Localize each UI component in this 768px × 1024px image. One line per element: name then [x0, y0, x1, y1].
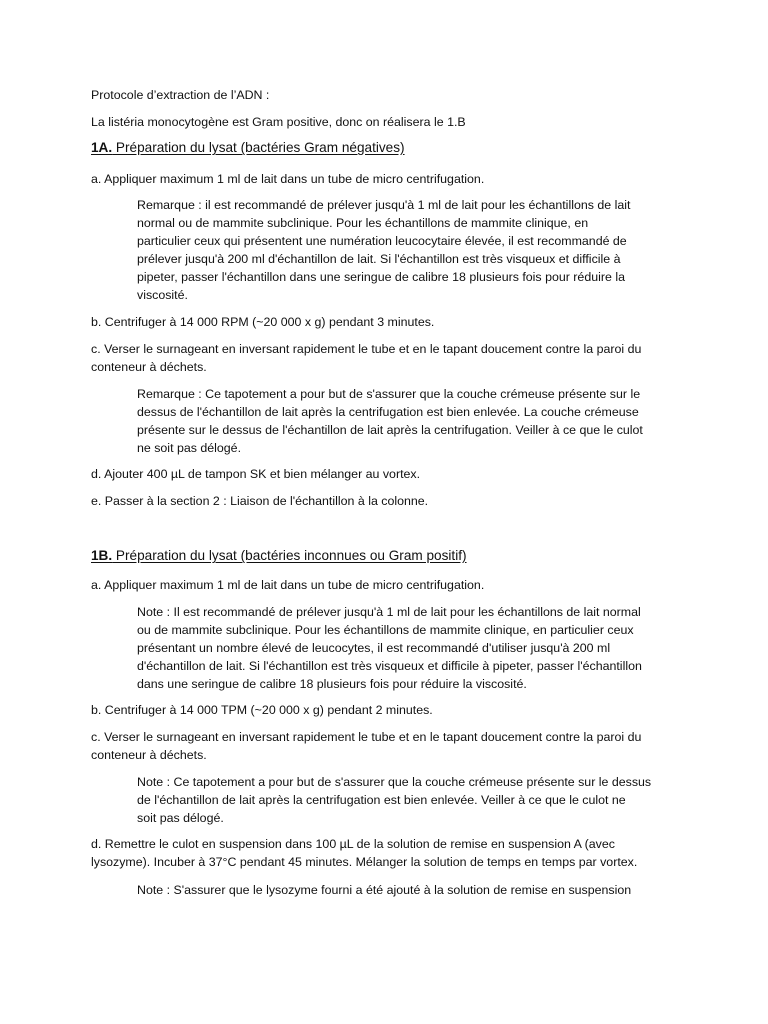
step-1b-d-line: d. Remettre le culot en suspension dans 100 µL de la solution de remise en suspension A (avec — [91, 837, 615, 851]
note-1b-line: ou de mammite subclinique. Pour les échantillons de mammite clinique, en particulier ceux — [137, 623, 634, 637]
step-1a-a: a. Appliquer maximum 1 ml de lait dans un tube de micro centrifugation. — [91, 172, 485, 186]
remark-1a-line: particulier ceux qui présentent une numération leucocytaire élevée, il est recommandé de — [137, 234, 627, 248]
step-1b-d-line: lysozyme). Incuber à 37°C pendant 45 minutes. Mélanger la solution de temps en temps par vortex. — [91, 855, 638, 869]
step-1b-b: b. Centrifuger à 14 000 TPM (~20 000 x g) pendant 2 minutes. — [91, 703, 433, 717]
step-1a-e: e. Passer à la section 2 : Liaison de l'échantillon à la colonne. — [91, 494, 429, 508]
remark-1a-c-line: présente sur le dessus de l'échantillon de lait après la centrifugation. Veiller à ce que le culot — [137, 423, 643, 437]
step-1a-c-line: c. Verser le surnageant en inversant rapidement le tube et en le tapant doucement contre la paroi du — [91, 342, 642, 356]
heading-1a-text: Préparation du lysat (bactéries Gram négatives) — [112, 140, 405, 155]
heading-1b — [91, 547, 467, 565]
note-1b-line: dans une seringue de calibre 18 plusieurs fois pour réduire la viscosité. — [137, 677, 527, 691]
note-1b-c-line: Note : Ce tapotement a pour but de s'assurer que la couche crémeuse présente sur le dessus — [137, 775, 652, 789]
note-1b-c-line: de l'échantillon de lait après la centrifugation est bien enlevée. Veiller à ce que le culot ne — [137, 793, 626, 807]
remark-1a-line: normal ou de mammite subclinique. Pour les échantillons de mammite clinique, en — [137, 216, 589, 230]
heading-1a-num: 1A. — [91, 140, 113, 155]
remark-1a-line: prélever jusqu'à 200 ml d'échantillon de lait. Si l'échantillon est très visqueux et difficile à — [137, 252, 621, 266]
step-1b-a: a. Appliquer maximum 1 ml de lait dans un tube de micro centrifugation. — [91, 578, 485, 592]
step-1a-b: b. Centrifuger à 14 000 RPM (~20 000 x g) pendant 3 minutes. — [91, 315, 435, 329]
step-1a-d: d. Ajouter 400 µL de tampon SK et bien mélanger au vortex. — [91, 467, 421, 481]
step-1b-c-line: conteneur à déchets. — [91, 748, 207, 762]
heading-1b-num: 1B. — [91, 548, 113, 563]
remark-1a-c-line: Remarque : Ce tapotement a pour but de s'assurer que la couche crémeuse présente sur le — [137, 387, 641, 401]
note-1b-c-line: soit pas délogé. — [137, 811, 224, 825]
note-1b-line: Note : Il est recommandé de prélever jusqu'à 1 ml de lait pour les échantillons de lait normal — [137, 605, 641, 619]
heading-1b-text: Préparation du lysat (bactéries inconnues ou Gram positif) — [112, 548, 467, 563]
note-1b-line: d'échantillon de lait. Si l'échantillon est très visqueux et difficile à pipeter, passer l'échantillon — [137, 659, 642, 673]
note-1b-line: présentant un nombre élevé de leucocytes, il est recommandé d'utiliser jusqu'à 200 ml — [137, 641, 611, 655]
heading-1a — [91, 139, 405, 157]
document-title: Protocole d’extraction de l’ADN : — [91, 88, 270, 102]
remark-1a-c-line: dessus de l'échantillon de lait après la centrifugation est bien enlevée. La couche crémeuse — [137, 405, 639, 419]
intro-line: La listéria monocytogène est Gram positive, donc on réalisera le 1.B — [91, 115, 466, 129]
remark-1a-line: pipeter, passer l'échantillon dans une seringue de calibre 18 plusieurs fois pour réduire la — [137, 270, 625, 284]
remark-1a-line: Remarque : il est recommandé de prélever jusqu'à 1 ml de lait pour les échantillons de lait — [137, 198, 631, 212]
note-1b-d: Note : S'assurer que le lysozyme fourni a été ajouté à la solution de remise en suspension — [137, 883, 632, 897]
step-1a-c-line: conteneur à déchets. — [91, 360, 207, 374]
remark-1a-c-line: ne soit pas délogé. — [137, 441, 242, 455]
remark-1a-line: viscosité. — [137, 288, 188, 302]
step-1b-c-line: c. Verser le surnageant en inversant rapidement le tube et en le tapant doucement contre la paroi du — [91, 730, 642, 744]
